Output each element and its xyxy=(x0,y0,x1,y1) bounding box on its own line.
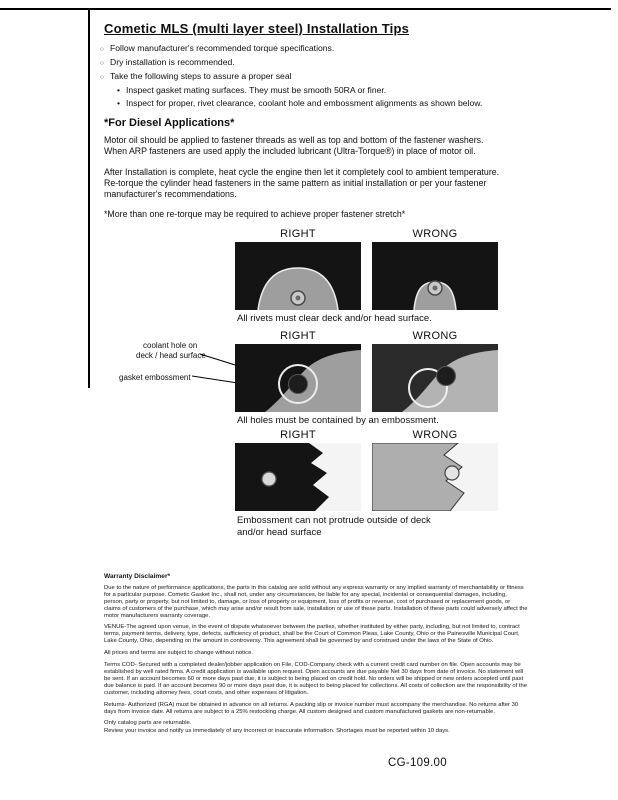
disclaimer-paragraph: All prices and terms are subject to change without notice. xyxy=(104,650,253,657)
coolant-hole xyxy=(437,367,456,386)
coolant-hole-callout-line1: coolant hole on xyxy=(143,341,198,350)
page-left-border xyxy=(88,8,90,388)
diesel-applications-heading: *For Diesel Applications* xyxy=(104,117,235,129)
disclaimer-paragraph: Only catalog parts are returnable. xyxy=(104,720,192,727)
circle-bullet-icon: ○ xyxy=(100,46,104,53)
dot-bullet-icon: • xyxy=(117,85,121,95)
embossment-containment-wrong-diagram xyxy=(372,344,498,412)
disclaimer-paragraph: Review your invoice and notify us immediately of any incorrect or inaccurate information. Shortages must be reported within 10 days. xyxy=(104,728,450,735)
list-item xyxy=(117,97,482,110)
diesel-paragraph-1: Motor oil should be applied to fastener threads as well as top and bottom of the fastener washers. When ARP fasteners are used apply the included lubricant (Ultra-Torque®) in place of motor oil. xyxy=(104,135,484,156)
list-item xyxy=(117,84,482,97)
disclaimer-heading: Warranty Disclaimer* xyxy=(104,573,171,580)
coolant-hole xyxy=(289,375,308,394)
installation-tips-list xyxy=(100,42,482,110)
warranty-disclaimer xyxy=(104,574,528,740)
tip-text: Inspect gasket mating surfaces. They must be smooth 50RA or finer. xyxy=(126,85,387,95)
diesel-paragraph-2: After Installation is complete, heat cycle the engine then let it completely cool to ambient temperature. Re-torque the cylinder head fasteners in the same pattern as initial installation or per your fastener manufacturer's recommendations. xyxy=(104,167,500,199)
gasket-embossment-callout: gasket embossment xyxy=(119,373,191,382)
wrong-label: WRONG xyxy=(412,330,458,342)
embossment-protrusion-right-diagram xyxy=(235,443,361,511)
list-item xyxy=(100,56,482,70)
list-item xyxy=(100,70,482,84)
diagram-caption: All holes must be contained by an embossment. xyxy=(237,415,439,426)
page-code: CG-109.00 xyxy=(388,757,447,769)
tip-text: Inspect for proper, rivet clearance, coolant hole and embossment alignments as shown below. xyxy=(126,98,483,108)
retorque-note: *More than one re-torque may be required to achieve proper fastener stretch* xyxy=(104,209,406,219)
wrong-label: WRONG xyxy=(412,228,458,240)
diagram-caption-line2: and/or head surface xyxy=(237,527,322,538)
rivet-clearance-wrong-diagram xyxy=(372,242,498,310)
rivet-clearance-right-diagram xyxy=(235,242,361,310)
page-top-border xyxy=(0,8,611,10)
disclaimer-paragraph: Due to the nature of performance applications, the parts in this catalog are sold without any express warranty or any implied warranty of merchantability or fitness for a particular purpose. Cometic Gasket Inc., shall not, under any circumstances, be liable for any special, incidental or consequential damages, including, person, party or property, but not limited to, damage, or loss of property or equipment, loss of profits or revenue, cost of purchased or replacement goods, or claims of customers of the purchase, which may arise and/or result from sale, installation or use of these parts. Installation of these parts could adversely affect the motor manufacturers warranty coverage. xyxy=(104,584,528,619)
right-label: RIGHT xyxy=(280,330,316,342)
embossment-hole xyxy=(262,472,276,486)
list-item xyxy=(100,42,482,56)
coolant-hole-callout-line2: deck / head surface xyxy=(136,351,206,360)
right-label: RIGHT xyxy=(280,228,316,240)
embossment-containment-right-diagram xyxy=(235,344,361,412)
tip-text: Dry installation is recommended. xyxy=(110,57,235,67)
embossment-hole xyxy=(445,466,459,480)
dot-bullet-icon: • xyxy=(117,98,121,108)
circle-bullet-icon: ○ xyxy=(100,60,104,67)
page-title: Cometic MLS (multi layer steel) Installation Tips xyxy=(104,21,410,36)
disclaimer-paragraph: Returns- Authorized (RGA) must be obtained in advance on all returns. A packing slip or invoice number must accompany the merchandise. No returns after 30 days from invoice date. All returns are subject to a 25% restocking charge. All custom designed and custom manufactured gaskets are non-returnable. xyxy=(104,701,519,715)
wrong-label: WRONG xyxy=(412,429,458,441)
diagram-caption: All rivets must clear deck and/or head surface. xyxy=(237,313,432,324)
embossment-protrusion-wrong-diagram xyxy=(372,443,498,511)
disclaimer-paragraph: Terms COD- Secured with a completed dealer/jobber application on File, COD-Company check with a current credit card number on file. Open accounts may be established by well rated firms. A credit application is available upon request. Open accounts are due payable Net 30 days from date of invoice. No statement will be sent. If an account becomes 60 or more days past due, it is subject to being placed on credit hold. No orders will be shipped or new orders accepted until past due balance is paid. If an account becomes 90 or more days past due, it is subject to being placed for collections. All costs of collection are the responsibility of the customer, including attorney fees, court costs, and other expenses of litigation. xyxy=(104,662,528,696)
disclaimer-paragraph: VENUE-The agreed upon venue, in the event of dispute whatsoever between the parties, whether instituted by either party, including, but not limited to, contract terms, payment terms, delivery, type, defects, sufficiency of product, shall be the Court of Common Pleas, Lake County, Ohio or the Painesville Municipal Court, Lake County, Ohio, depending on the amount in controversy. This agreement shall be governed by and construed under the laws of the State of Ohio. xyxy=(104,624,520,645)
circle-bullet-icon: ○ xyxy=(100,74,104,81)
diagram-caption-line1: Embossment can not protrude outside of deck xyxy=(237,515,431,526)
tip-text: Take the following steps to assure a proper seal xyxy=(110,71,292,81)
tip-text: Follow manufacturer's recommended torque specifications. xyxy=(110,43,335,53)
right-label: RIGHT xyxy=(280,429,316,441)
